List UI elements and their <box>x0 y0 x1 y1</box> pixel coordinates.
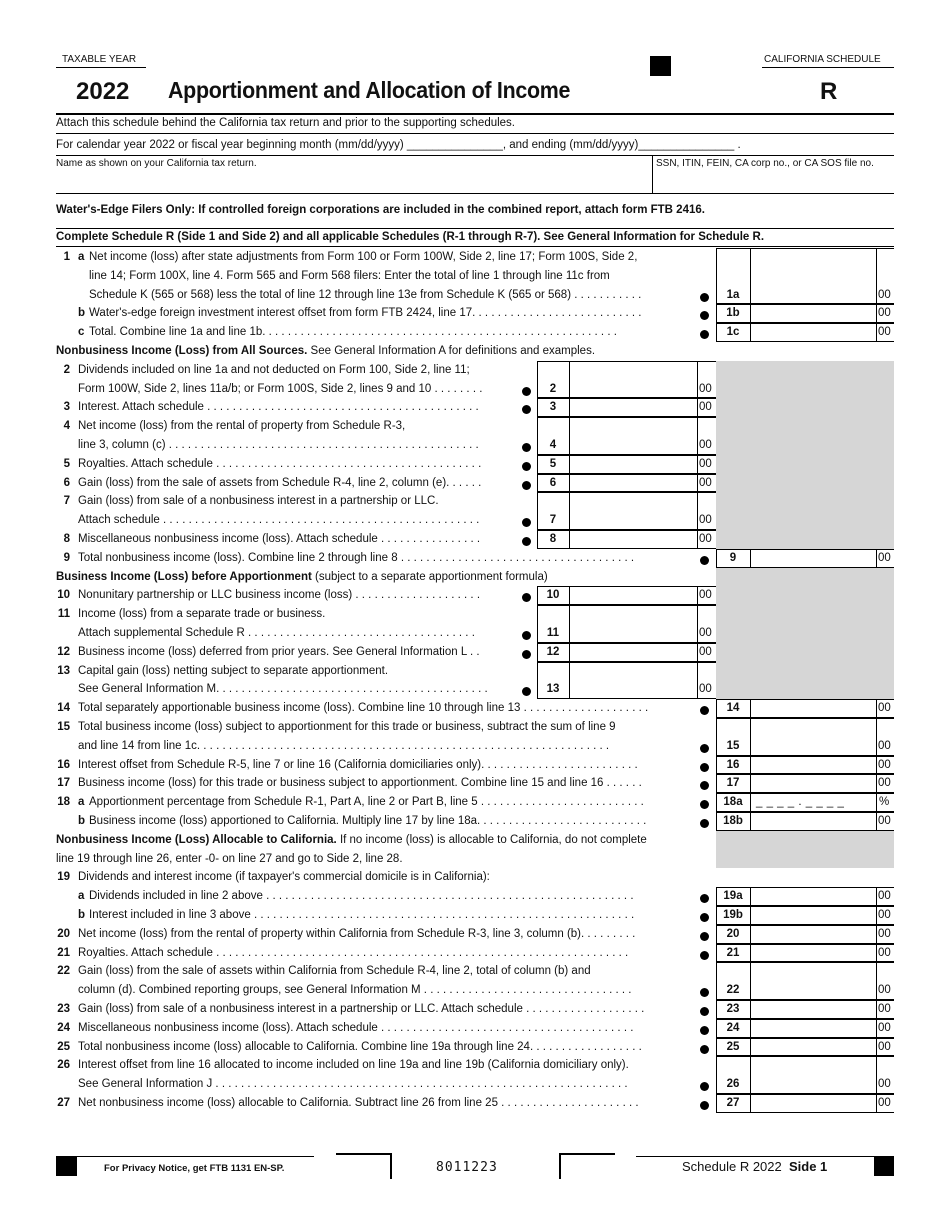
cents-2: 00 <box>699 382 712 395</box>
box-label-22: 22 <box>726 984 740 997</box>
schedule-letter: R <box>820 78 838 105</box>
required-bullet <box>522 518 531 527</box>
corner-mark-right <box>874 1156 894 1176</box>
line-number: 26 <box>57 1059 70 1072</box>
line-number: 8 <box>63 533 70 545</box>
line-text-l22-2: column (d). Combined reporting groups, see General Information M . . . . . . . . . . . . . . . . . . . . . . . . . . . . . . . . . <box>78 984 632 997</box>
section-header <box>56 345 712 357</box>
line-number: 1 <box>63 251 70 263</box>
line-text-l2-2: Form 100W, Side 2, lines 11a/b; or Form 100S, Side 2, lines 9 and 10 . . . . . . . . <box>78 382 483 395</box>
required-bullet <box>700 894 709 903</box>
line-text-l3: Interest. Attach schedule . . . . . . . . . . . . . . . . . . . . . . . . . . . . . . . . . . . . . . . . . . . <box>78 401 479 414</box>
cents-13: 00 <box>699 683 712 696</box>
waters-edge-note: Water's-Edge Filers Only: If controlled foreign corporations are included in the combined report, attach form FTB 2416. <box>56 204 705 216</box>
form-title: Apportionment and Allocation of Income <box>168 77 571 103</box>
line-text-l19: Dividends and interest income (if taxpayer's commercial domicile is in California): <box>78 871 490 884</box>
calendar-year-line[interactable]: For calendar year 2022 or fiscal year beginning month (mm/dd/yyyy) _______________, and ending (mm/dd/yyyy)_______________ . <box>56 139 741 151</box>
line-number: 22 <box>57 965 70 978</box>
box-label-27: 27 <box>726 1097 740 1109</box>
line-text-l1b: Water's-edge foreign investment interest offset from form FTB 2424, line 17. . . . . . . . . . . . . . . . . . . . . . . . . . . <box>89 307 642 320</box>
required-bullet <box>700 1082 709 1091</box>
line-number: 12 <box>57 645 70 658</box>
section-note-continued: line 19 through line 26, enter -0- on line 27 and go to Side 2, line 28. <box>56 852 403 865</box>
box-label-6: 6 <box>549 476 557 489</box>
line-number: 25 <box>57 1040 70 1053</box>
required-bullet <box>522 481 531 490</box>
cents-7: 00 <box>699 514 712 527</box>
line-number: 4 <box>63 420 70 433</box>
ssn-field[interactable]: SSN, ITIN, FEIN, CA corp no., or CA SOS file no. <box>656 158 874 169</box>
name-field[interactable]: Name as shown on your California tax return. <box>56 158 257 169</box>
line-text-l19b: Interest included in line 3 above . . . . . . . . . . . . . . . . . . . . . . . . . . . . . . . . . . . . . . . . . . . . . . . . . . . . . . . . . . . . <box>89 909 635 921</box>
required-bullet <box>700 763 709 772</box>
section-title: Nonbusiness Income (Loss) Allocable to California. <box>56 833 337 846</box>
line-text-l25: Total nonbusiness income (loss) allocable to California. Combine line 19a through line 24. . . . . . . . . . . . . . . . . . <box>78 1040 642 1053</box>
section-note: See General Information A for definitions and examples. <box>310 345 596 357</box>
line-sub-letter: a <box>78 796 85 809</box>
box-label-16: 16 <box>726 758 740 771</box>
line-text-l4-1: Net income (loss) from the rental of property from Schedule R-3, <box>78 420 406 433</box>
section-title: Nonbusiness Income (Loss) from All Sources. <box>56 345 308 357</box>
line-number: 19 <box>57 871 70 884</box>
required-bullet <box>700 556 709 565</box>
box-label-5: 5 <box>549 457 557 470</box>
box-label-19a: 19a <box>723 890 743 903</box>
required-bullet <box>700 1045 709 1054</box>
box-label-11: 11 <box>546 627 560 639</box>
line-text-l13-1: Capital gain (loss) netting subject to separate apportionment. <box>78 664 389 677</box>
cents-6: 00 <box>699 476 712 489</box>
required-bullet <box>522 650 531 659</box>
cents-8: 00 <box>699 533 712 545</box>
required-bullet <box>522 537 531 546</box>
line-text-l1c: Total. Combine line 1a and line 1b. . . . . . . . . . . . . . . . . . . . . . . . . . . . . . . . . . . . . . . . . . . . . . . . . . . . . . . . <box>89 326 617 339</box>
line-number: 3 <box>63 401 70 414</box>
schedule-year-text: Schedule R 2022 <box>682 1159 782 1174</box>
line-text-l11-2: Attach supplemental Schedule R . . . . . . . . . . . . . . . . . . . . . . . . . . . . . . . . . . . . <box>78 627 475 639</box>
line-text-l15-1: Total business income (loss) subject to apportionment for this trade or business, subtract the sum of line 9 <box>78 721 616 733</box>
line-sub-letter: c <box>78 326 85 339</box>
cents-11: 00 <box>699 627 712 639</box>
line-number: 20 <box>57 927 70 940</box>
line-number: 18 <box>57 796 70 809</box>
line-text-l2-1: Dividends included on line 1a and not deducted on Form 100, Side 2, line 11; <box>78 363 470 376</box>
line-text-l4-2: line 3, column (c) . . . . . . . . . . . . . . . . . . . . . . . . . . . . . . . . . . . . . . . . . . . . . . . . . <box>78 439 479 451</box>
box-label-2: 2 <box>549 382 557 395</box>
line-number: 21 <box>57 946 70 959</box>
line-text-l14: Total separately apportionable business income (loss). Combine line 10 through line 13 . . . . . . . . . . . . . . . . . . . . <box>78 702 649 715</box>
cents-1b: 00 <box>878 307 891 320</box>
line-text-l26-1: Interest offset from line 16 allocated to income included on line 19a and line 19b (California domiciliary only). <box>78 1059 629 1072</box>
cents-19a: 00 <box>878 890 891 903</box>
line-text-l1a-3: Schedule K (565 or 568) less the total of line 12 through line 13e from Schedule K (565 or 568) . . . . . . . . . . . <box>89 288 642 301</box>
cents-14: 00 <box>878 702 891 715</box>
required-bullet <box>700 932 709 941</box>
box-label-1b: 1b <box>726 307 740 320</box>
line-number: 23 <box>57 1003 70 1015</box>
required-bullet <box>700 913 709 922</box>
required-bullet <box>522 593 531 602</box>
california-schedule-label: CALIFORNIA SCHEDULE <box>764 54 881 65</box>
required-bullet <box>522 631 531 640</box>
line-number: 13 <box>57 664 70 677</box>
line-text-l8: Miscellaneous nonbusiness income (loss). Attach schedule . . . . . . . . . . . . . . . . <box>78 533 481 545</box>
cents-10: 00 <box>699 589 712 602</box>
line-text-l27: Net nonbusiness income (loss) allocable to California. Subtract line 26 from line 25 . . . . . . . . . . . . . . . . . . . . . . <box>78 1097 639 1109</box>
line-text-l19a: Dividends included in line 2 above . . . . . . . . . . . . . . . . . . . . . . . . . . . . . . . . . . . . . . . . . . . . . . . . . . . . . . . . . . <box>89 890 634 903</box>
line-number: 6 <box>63 476 70 489</box>
required-bullet <box>700 1026 709 1035</box>
line-number: 16 <box>57 758 70 771</box>
cents-5: 00 <box>699 457 712 470</box>
cents-27: 00 <box>878 1097 891 1109</box>
required-bullet <box>522 405 531 414</box>
privacy-notice: For Privacy Notice, get FTB 1131 EN-SP. <box>104 1163 285 1174</box>
cents-22: 00 <box>878 984 891 997</box>
cents-25: 00 <box>878 1040 891 1053</box>
tax-year: 2022 <box>76 78 130 105</box>
line-text-l9: Total nonbusiness income (loss). Combine line 2 through line 8 . . . . . . . . . . . . . . . . . . . . . . . . . . . . . . . . . . . . . <box>78 551 635 564</box>
required-bullet <box>700 800 709 809</box>
line-text-l13-2: See General Information M. . . . . . . . . . . . . . . . . . . . . . . . . . . . . . . . . . . . . . . . . . . <box>78 683 488 696</box>
attach-instruction: Attach this schedule behind the California tax return and prior to the supporting schedules. <box>56 117 516 129</box>
side-number: Side 1 <box>788 1159 828 1174</box>
required-bullet <box>522 687 531 696</box>
line-text-l1a-1: Net income (loss) after state adjustments from Form 100 or Form 100W, Side 2, line 17; Form 100S, Side 2, <box>89 251 638 263</box>
required-bullet <box>700 1101 709 1110</box>
line-text-l18b: Business income (loss) apportioned to California. Multiply line 17 by line 18a. . . . . . . . . . . . . . . . . . . . . . . . . . . <box>89 815 647 827</box>
cents-26: 00 <box>878 1078 891 1091</box>
cents-9: 00 <box>878 551 891 564</box>
required-bullet <box>700 781 709 790</box>
line-sub-letter: a <box>78 890 85 903</box>
box-label-12: 12 <box>546 645 560 658</box>
required-bullet <box>700 744 709 753</box>
line-text-l16: Interest offset from Schedule R-5, line 7 or line 16 (California domiciliaries only). . . . . . . . . . . . . . . . . . . . . . . . . <box>78 758 638 771</box>
line-text-l7-1: Gain (loss) from sale of a nonbusiness interest in a partnership or LLC. <box>78 495 439 508</box>
section-title: Business Income (Loss) before Apportionment <box>56 570 312 583</box>
required-bullet <box>700 819 709 828</box>
box-label-20: 20 <box>726 927 740 940</box>
required-bullet <box>522 443 531 452</box>
cents-17: 00 <box>878 777 891 790</box>
required-bullet <box>700 988 709 997</box>
cents-23: 00 <box>878 1003 891 1015</box>
required-bullet <box>700 1007 709 1016</box>
line-sub-letter: b <box>78 909 86 921</box>
line-number: 14 <box>57 702 70 715</box>
line-text-l6: Gain (loss) from the sale of assets from Schedule R-4, line 2, column (e). . . . . . <box>78 476 482 489</box>
required-bullet <box>700 293 709 302</box>
line-text-l23: Gain (loss) from sale of a nonbusiness interest in a partnership or LLC. Attach schedule . . . . . . . . . . . . . . . . . . . <box>78 1003 645 1015</box>
line-text-l7-2: Attach schedule . . . . . . . . . . . . . . . . . . . . . . . . . . . . . . . . . . . . . . . . . . . . . . . . . . <box>78 514 480 527</box>
cents-18b: 00 <box>878 815 891 827</box>
form-code: 8011223 <box>436 1160 498 1175</box>
schedule-footer <box>682 1159 827 1174</box>
line-text-l18a: Apportionment percentage from Schedule R-1, Part A, line 2 or Part B, line 5 . . . . . . . . . . . . . . . . . . . . . . . . . . <box>89 796 644 809</box>
cents-21: 00 <box>878 946 891 959</box>
section-header <box>56 834 712 846</box>
line-number: 9 <box>63 551 70 564</box>
line-text-l5: Royalties. Attach schedule . . . . . . . . . . . . . . . . . . . . . . . . . . . . . . . . . . . . . . . . . . <box>78 457 482 470</box>
required-bullet <box>700 951 709 960</box>
box-label-17: 17 <box>726 777 740 790</box>
section-note: If no income (loss) is allocable to California, do not complete <box>339 833 647 846</box>
box-label-14: 14 <box>726 702 740 715</box>
line-number: 10 <box>57 589 70 602</box>
cents-16: 00 <box>878 758 891 771</box>
box-label-10: 10 <box>546 589 560 602</box>
cents-1a: 00 <box>878 288 891 301</box>
required-bullet <box>522 387 531 396</box>
line-number: 17 <box>57 777 70 790</box>
required-bullet <box>700 311 709 320</box>
registration-mark <box>650 56 671 76</box>
line-text-l10: Nonunitary partnership or LLC business income (loss) . . . . . . . . . . . . . . . . . . . . <box>78 589 481 602</box>
box-label-18a: 18a <box>723 796 743 809</box>
taxable-year-label: TAXABLE YEAR <box>62 54 137 65</box>
box-label-13: 13 <box>546 683 560 696</box>
box-label-15: 15 <box>726 739 740 752</box>
box-label-4: 4 <box>549 439 557 451</box>
required-bullet <box>522 462 531 471</box>
line-number: 11 <box>57 608 70 621</box>
line-number: 2 <box>63 363 70 376</box>
box-label-25: 25 <box>726 1040 740 1053</box>
box-label-1c: 1c <box>726 326 740 339</box>
line-number: 24 <box>57 1021 70 1034</box>
line-text-l24: Miscellaneous nonbusiness income (loss). Attach schedule . . . . . . . . . . . . . . . . . . . . . . . . . . . . . . . . . . . . . . . . <box>78 1021 634 1034</box>
box-label-8: 8 <box>549 533 557 545</box>
line-sub-letter: a <box>78 251 85 263</box>
cents-19b: 00 <box>878 909 891 921</box>
line-text-l20: Net income (loss) from the rental of property within California from Schedule R-3, line 3, column (b). . . . . . . . . <box>78 927 636 940</box>
line-text-l12: Business income (loss) deferred from prior years. See General Information L . . <box>78 645 480 658</box>
required-bullet <box>700 706 709 715</box>
line-text-l21: Royalties. Attach schedule . . . . . . . . . . . . . . . . . . . . . . . . . . . . . . . . . . . . . . . . . . . . . . . . . . . . . . . . . . . . . . . . . <box>78 946 629 959</box>
required-bullet <box>700 330 709 339</box>
line-text-l26-2: See General Information J . . . . . . . . . . . . . . . . . . . . . . . . . . . . . . . . . . . . . . . . . . . . . . . . . . . . . . . . . . . . . . . . . <box>78 1078 628 1091</box>
cents-3: 00 <box>699 401 712 414</box>
line-number: 27 <box>57 1097 70 1109</box>
box-label-23: 23 <box>726 1003 740 1015</box>
line-text-l22-1: Gain (loss) from the sale of assets within California from Schedule R-4, line 2, total of column (b) and <box>78 965 591 978</box>
corner-mark-left <box>56 1156 77 1176</box>
cents-4: 00 <box>699 439 712 451</box>
section-note: (subject to a separate apportionment formula) <box>315 570 548 583</box>
cents-20: 00 <box>878 927 891 940</box>
apportionment-percent-field[interactable]: _ _ _ _ . _ _ _ _ <box>756 796 845 809</box>
box-label-21: 21 <box>726 946 740 959</box>
line-number: 5 <box>63 457 70 470</box>
line-text-l15-2: and line 14 from line 1c. . . . . . . . . . . . . . . . . . . . . . . . . . . . . . . . . . . . . . . . . . . . . . . . . . . . . . . . . . . . . . . . . <box>78 739 610 752</box>
box-label-19b: 19b <box>723 909 743 921</box>
section-header <box>56 571 712 583</box>
complete-note: Complete Schedule R (Side 1 and Side 2) and all applicable Schedules (R-1 through R-7). See General Information for Schedule R. <box>56 231 765 243</box>
line-number: 7 <box>63 495 70 508</box>
line-sub-letter: b <box>78 307 86 320</box>
box-label-9: 9 <box>729 551 737 564</box>
cents-15: 00 <box>878 739 891 752</box>
line-number: 15 <box>57 721 70 733</box>
box-label-7: 7 <box>549 514 557 527</box>
line-sub-letter: b <box>78 815 86 827</box>
box-label-26: 26 <box>726 1078 740 1091</box>
line-text-l17: Business income (loss) for this trade or business subject to apportionment. Combine line 15 and line 16 . . . . . . <box>78 777 642 790</box>
cents-24: 00 <box>878 1021 891 1034</box>
cents-12: 00 <box>699 645 712 658</box>
box-label-18b: 18b <box>723 815 743 827</box>
box-label-3: 3 <box>549 401 557 414</box>
percent-sign: % <box>879 796 890 809</box>
cents-1c: 00 <box>878 326 891 339</box>
box-label-1a: 1a <box>726 288 740 301</box>
line-text-l11-1: Income (loss) from a separate trade or business. <box>78 608 326 621</box>
box-label-24: 24 <box>726 1021 740 1034</box>
line-text-l1a-2: line 14; Form 100X, line 4. Form 565 and Form 568 filers: Enter the total of line 1 through line 11c from <box>89 269 610 282</box>
